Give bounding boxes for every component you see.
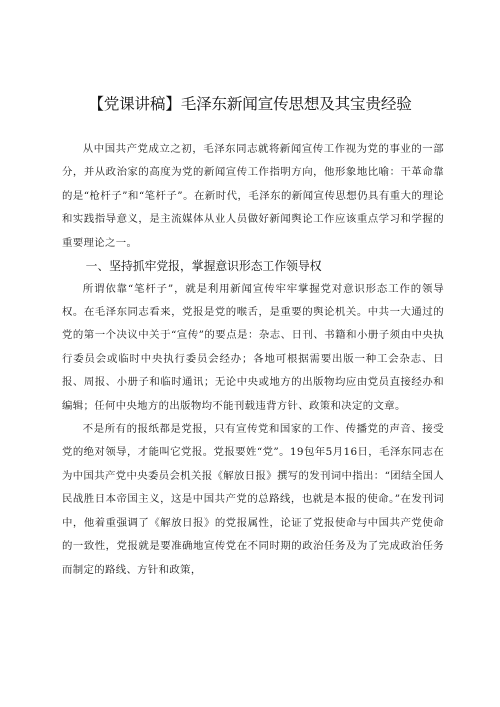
section1-paragraph-2: 不是所有的报纸都是党报，只有宣传党和国家的工作、传播党的声音、接受党的绝对领导，才能叫它党报。党报要姓“党”。19包年5月16日，毛泽东同志在为中国共产党中央委员会机关报《解放日报》撰写的发刊词中指出：“团结全国人民战胜日本帝国主义，这是中国共产党的总路线，也就是本报的使命。”在发刊词中，他着重强调了《解放日报》的党报属性，论证了党报使命与中国共产党使命的一致性，党报就是要准确地宣传党在不同时期的政治任务及为了完成政治任务而制定的路线、方针和政策， <box>62 423 444 576</box>
intro-paragraph: 从中国共产党成立之初，毛泽东同志就将新闻宣传工作视为党的事业的一部分，并从政治家的高度为党的新闻宣传工作指明方向，他形象地比喻：干革命靠的是“枪杆子”和“笔杆子”。在新时代，毛泽东的新闻宣传思想仍具有重大的理论和实践指导意义，是主流媒体从业人员做好新闻舆论工作应该重点学习和学握的重要理论之一。 <box>62 143 444 249</box>
document-body <box>62 138 444 582</box>
section1-paragraph-1: 所谓依靠“笔杆子”，就是利用新闻宣传牢牢掌握党对意识形态工作的领导权。在毛泽东同志看来，党报是党的喉舌，是重要的舆论机关。中共一大通过的党的第一个决议中关于“宣传”的要点是：杂志、日刊、书籍和小册子须由中央执行委员会或临时中央执行委员会经办；各地可根据需要出版一种工会杂志、日报、周报、小册子和临时通讯；无论中央或地方的出版物均应由党员直接经办和编辑；任何中央地方的出版物均不能刊载违背方针、政策和决定的文章。 <box>62 282 444 412</box>
document-title: 【党课讲稿】毛泽东新闻宣传思想及其宝贵经验 <box>88 95 412 113</box>
section-heading-1: 一、坚持抓牢党报，掌握意识形态工作领导权 <box>85 259 322 274</box>
